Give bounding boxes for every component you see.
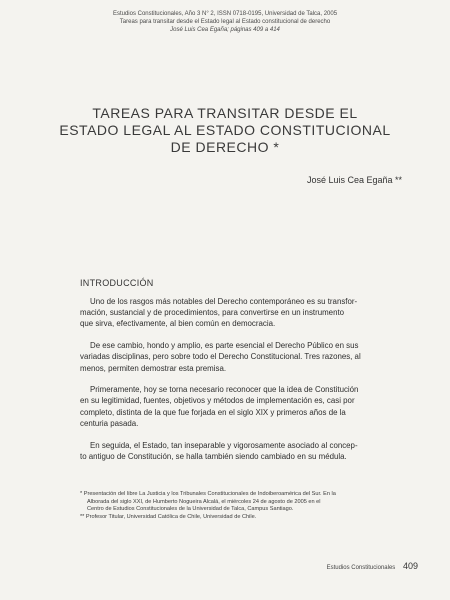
footnotes xyxy=(80,491,410,521)
page-footer xyxy=(327,561,418,571)
title-line-1: TAREAS PARA TRANSITAR DESDE EL xyxy=(92,105,358,121)
page-number: 409 xyxy=(402,561,418,571)
paragraph-line: centuria pasada. xyxy=(80,418,139,428)
section-heading: INTRODUCCIÓN xyxy=(80,278,154,288)
paragraph-4 xyxy=(80,440,402,462)
author-name: José Luis Cea Egaña ** xyxy=(306,175,402,185)
paragraph-line: menos, permiten demostrar esta premisa. xyxy=(80,363,227,373)
running-header xyxy=(0,10,450,34)
paragraph-line: en su legitimidad, fuentes, objetivos y métodos de implementación es, casi por xyxy=(80,396,355,406)
paragraph-line: De ese cambio, hondo y amplio, es parte esencial el Derecho Público en sus xyxy=(90,341,359,351)
paragraph-1 xyxy=(80,296,402,330)
paragraph-line: En seguida, el Estado, tan inseparable y vigorosamente asociado al concep- xyxy=(90,440,358,450)
footnote-1-line: Alborada del siglo XXI, de Humberto Nogueira Alcalá, el miércoles 24 de agosto de 2005 en el xyxy=(87,498,321,505)
title-line-3: DE DERECHO * xyxy=(170,139,280,155)
paragraph-line: completo, distinta de la que fue forjada en el siglo XIX y primeros años de la xyxy=(80,407,346,417)
footnote-1-line: * Presentación del libre La Justicia y los Tribunales Constitucionales de Indoiberoamérica del Sur. En la xyxy=(80,491,336,497)
header-journal-line: Estudios Constitucionales, Año 3 N° 2, ISSN 0718-0195, Universidad de Talca, 2005 xyxy=(112,11,338,17)
footnote-1-line: Centro de Estudios Constitucionales de la Universidad de Talca, Campus Santiago. xyxy=(87,506,294,513)
paragraph-line: Primeramente, hoy se torna necesario reconocer que la idea de Constitución xyxy=(90,385,359,395)
paragraph-line: mación, sustancial y de procedimientos, para convertirse en un instrumento xyxy=(80,308,345,318)
footer-journal-name: Estudios Constitucionales xyxy=(326,565,396,571)
paragraph-3 xyxy=(80,384,402,429)
paragraph-line: que sirva, efectivamente, al bien común en democracia. xyxy=(80,319,276,329)
article-title xyxy=(0,105,450,156)
header-article-line: Tareas para transitar desde el Estado legal al Estado constitucional de derecho xyxy=(119,19,331,25)
paragraph-line: Uno de los rasgos más notables del Derecho contemporáneo es su transfor- xyxy=(90,297,358,306)
paragraph-2 xyxy=(80,340,402,374)
title-line-2: ESTADO LEGAL AL ESTADO CONSTITUCIONAL xyxy=(59,122,391,138)
paragraph-line: to antiguo de Constitución, se halla también siendo cambiado en su médula. xyxy=(80,451,347,461)
paragraph-line: variadas disciplinas, pero sobre todo el Derecho Constitucional. Tres razones, al xyxy=(80,352,361,362)
footnote-2-line: ** Profesor Titular, Universidad Católica de Chile, Universidad de Chile. xyxy=(80,513,257,520)
header-author-pages-line: José Luis Cea Egaña; páginas 409 a 414 xyxy=(170,27,280,33)
body-text xyxy=(80,296,402,472)
